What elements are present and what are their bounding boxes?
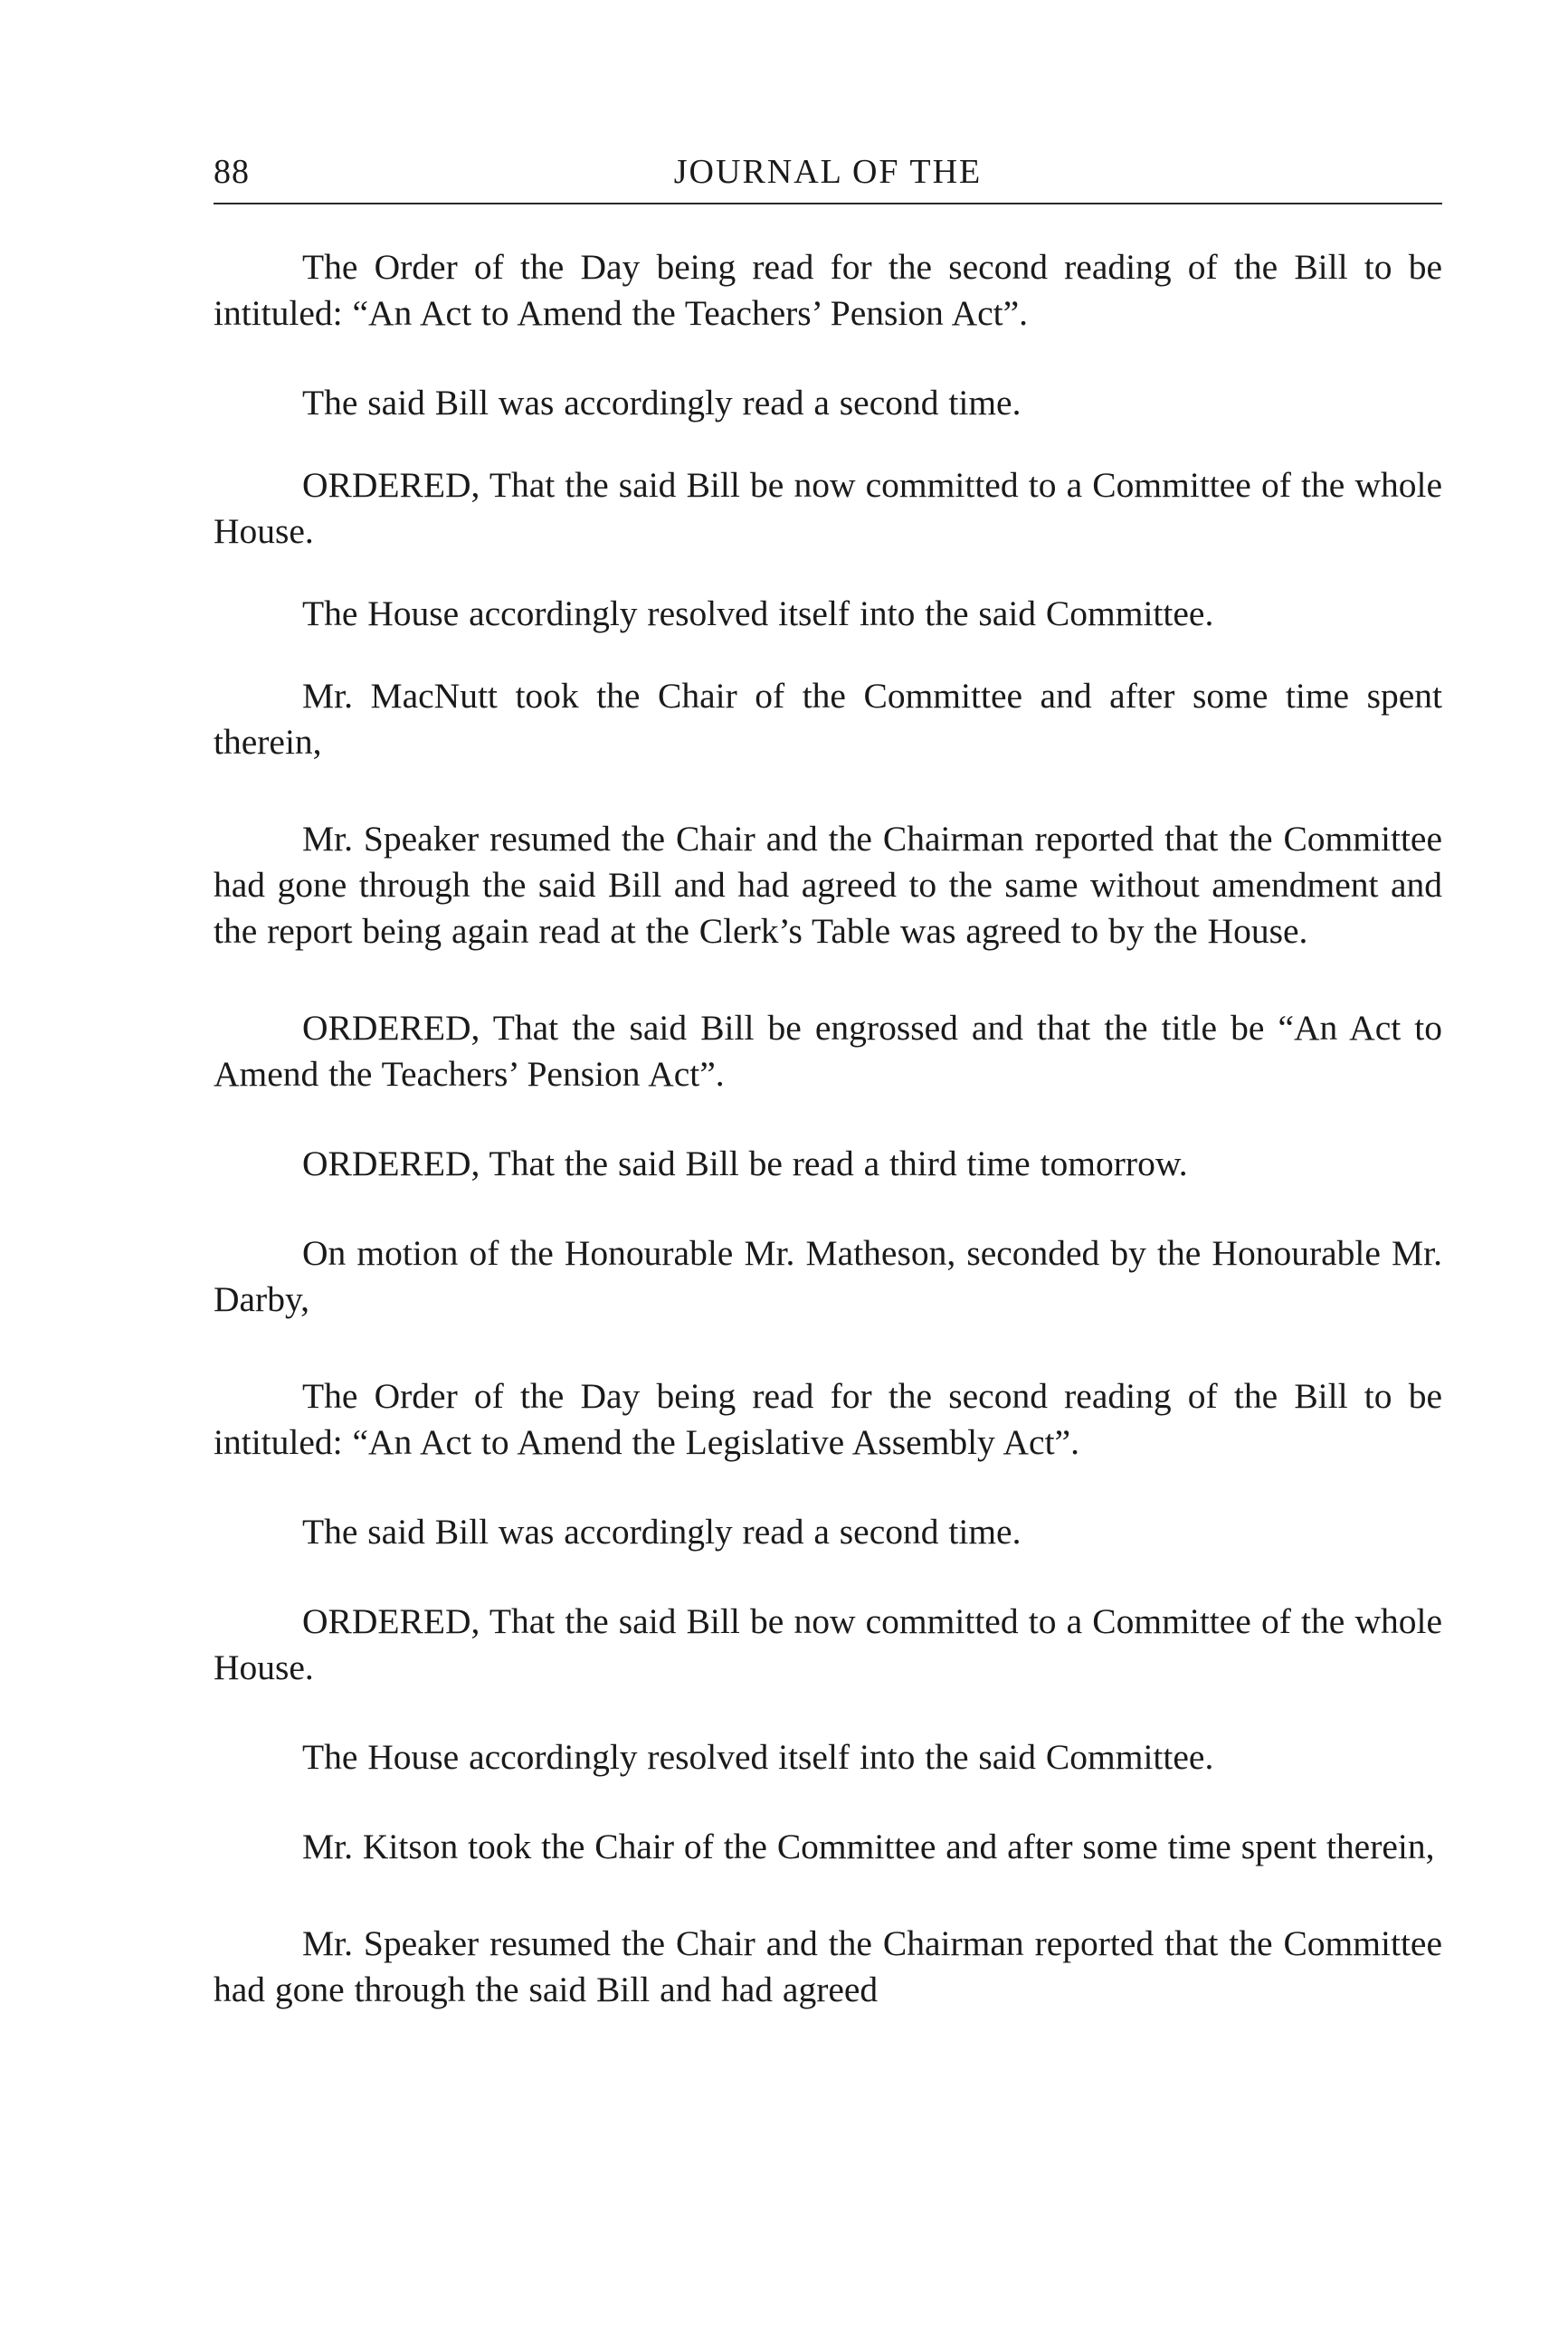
paragraph-speaker-resumed-2: Mr. Speaker resumed the Chair and the Chairman reported that the Committee had gone through the said Bill and had agreed: [214, 1923, 1442, 2009]
header-rule: [214, 203, 1442, 204]
paragraph-speaker-resumed: Mr. Speaker resumed the Chair and the Chairman reported that the Committee had gone through the said Bill and had agreed to the same without amendment and the report being again read at the Clerk’s Table was agreed to by the House.: [214, 819, 1442, 951]
paragraph-second-reading-teachers-pension: The Order of the Day being read for the second reading of the Bill to be intituled: “An Act to Amend the Teachers’ Pension Act”.: [214, 247, 1442, 333]
running-head: [214, 147, 1442, 197]
paragraph-macnutt-chair: Mr. MacNutt took the Chair of the Committee and after some time spent therein,: [214, 676, 1442, 762]
paragraph-house-resolved: The House accordingly resolved itself into the said Committee.: [302, 593, 1214, 633]
paragraph-read-second-time: The said Bill was accordingly read a second time.: [302, 383, 1022, 422]
paragraph-ordered-committed: ORDERED, That the said Bill be now committed to a Committee of the whole House.: [214, 465, 1442, 551]
journal-body: [214, 244, 1442, 2013]
paragraph-ordered-committed-2: ORDERED, That the said Bill be now committed to a Committee of the whole House.: [214, 1601, 1442, 1687]
paragraph-second-reading-legislative-assembly: The Order of the Day being read for the second reading of the Bill to be intituled: “An Act to Amend the Legislative Assembly Act”.: [214, 1376, 1442, 1462]
paragraph-read-second-time-2: The said Bill was accordingly read a second time.: [302, 1512, 1022, 1552]
paragraph-motion-matheson: On motion of the Honourable Mr. Matheson, seconded by the Honourable Mr. Darby,: [214, 1233, 1442, 1319]
paragraph-kitson-chair: Mr. Kitson took the Chair of the Committee and after some time spent therein,: [302, 1827, 1435, 1866]
paragraph-house-resolved-2: The House accordingly resolved itself into the said Committee.: [302, 1737, 1214, 1777]
journal-title: JOURNAL OF THE: [673, 153, 983, 191]
paragraph-ordered-third-reading: ORDERED, That the said Bill be read a third time tomorrow.: [302, 1144, 1188, 1183]
paragraph-ordered-engrossed: ORDERED, That the said Bill be engrossed and that the title be “An Act to Amend the Teachers’ Pension Act”.: [214, 1008, 1442, 1094]
page-number: 88: [214, 153, 250, 191]
